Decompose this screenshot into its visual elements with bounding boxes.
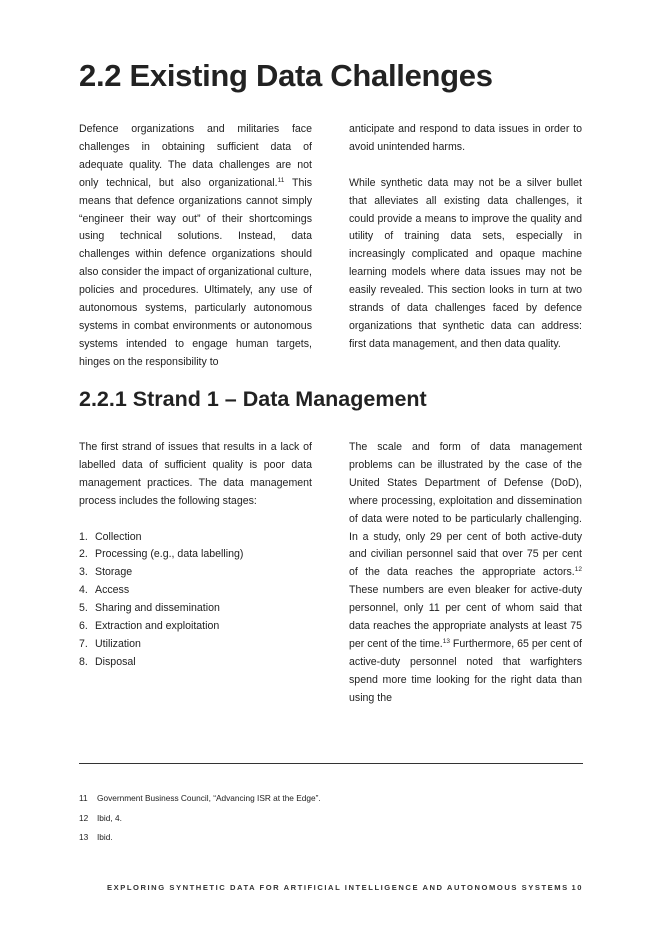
footnote-text: Ibid. [97,832,113,842]
list-item [79,618,312,636]
list-item [79,600,312,618]
list-item [79,582,312,600]
intro-paragraph-1 [79,121,312,372]
footnote-ref-12[interactable]: 12 [574,566,582,574]
running-title: EXPLORING SYNTHETIC DATA FOR ARTIFICIAL INTELLIGENCE AND AUTONOMOUS SYSTEMS [107,883,569,892]
list-item-number: 8. [79,655,88,668]
strand1-left-column [79,439,312,672]
footnote-12 [79,810,321,830]
footnote-ref-11[interactable]: 11 [277,176,285,184]
list-item-number: 1. [79,530,88,543]
strand1-text-b: These numbers are even bleaker for active-duty personnel, only 11 per cent of whom said that data reaches the appropriate analysts at least 75 per cent of the time. [349,584,582,650]
footnote-number: 12 [79,812,89,823]
list-item-number: 2. [79,548,88,561]
list-item [79,564,312,582]
strand1-paragraph-1: The first strand of issues that results in a lack of labelled data of sufficient quality is poor data management practices. The data management process includes the following stages: [79,441,312,507]
list-item-number: 5. [79,602,88,615]
footnote-number: 13 [79,832,89,842]
list-item-text: Collection [95,530,142,543]
footnote-13 [79,829,321,849]
list-item-number: 7. [79,637,88,650]
list-item [79,546,312,564]
list-item-text: Processing (e.g., data labelling) [95,548,244,561]
page-footer [107,883,583,892]
list-item-number: 3. [79,566,88,579]
footnote-number: 11 [79,793,88,803]
footnote-text: Ibid, 4. [97,812,122,823]
footnote-ref-13[interactable]: 13 [442,637,450,645]
intro-paragraph-continued: anticipate and respond to data issues in order to avoid unintended harms. [349,123,582,153]
list-item [79,529,312,547]
list-item-text: Extraction and exploitation [95,620,220,633]
subsection-title: 2.2.1 Strand 1 – Data Management [79,387,427,411]
strand1-right-column [349,439,582,708]
section-title: 2.2 Existing Data Challenges [79,58,493,93]
footnote-text: Government Business Council, “Advancing ISR at the Edge”. [97,793,321,803]
list-item-number: 6. [79,620,88,633]
list-item-text: Disposal [95,655,136,668]
intro-text-a: Defence organizations and militaries face challenges in obtaining sufficient data of adequate quality. The data challenges are not only technical, but also organizational. [79,123,312,189]
intro-right-column [349,121,582,354]
list-item [79,636,312,654]
data-management-stages-list [79,529,312,672]
list-item-number: 4. [79,584,88,597]
strand1-paragraph-2 [349,439,582,708]
strand1-text-c: Furthermore, 65 per cent of active-duty personnel noted that warfighters spend more time looking for the right data than using the [349,637,582,704]
list-item-text: Utilization [95,637,141,650]
footnotes [79,790,321,849]
list-item-text: Storage [95,566,133,579]
intro-left-column [79,121,312,372]
list-item [79,654,312,672]
intro-text-b: This means that defence organizations cannot simply “engineer their way out” of their shortcomings using technical solutions. Instead, data challenges within defence organizations should also consider the impact of organizational culture, policies and procedures. Ultimately, any use of autonomous systems, particularly autonomous systems in combat environments or autonomous systems intended to engage human targets, hinges on the responsibility to [79,176,312,368]
list-item-text: Access [95,584,130,597]
list-item-text: Sharing and dissemination [95,602,220,615]
page-number: 10 [571,883,583,892]
strand1-text-a: The scale and form of data management problems can be illustrated by the case of the United States Department of Defense (DoD), where processing, exploitation and dissemination of data were noted to be particularly challenging. In a study, only 29 per cent of both active-duty and civilian personnel said that over 75 per cent of the data reaches the appropriate actors. [349,441,582,579]
intro-paragraph-2: While synthetic data may not be a silver bullet that alleviates all existing data challenges, it could provide a means to improve the quality and utility of training data sets, especially in increasingly complicated and opaque machine learning models where data issues may not be easily revealed. This section looks in turn at two strands of data challenges faced by defence organizations that synthetic data can address: first data management, and then data quality. [349,176,582,350]
footnote-11 [79,790,321,810]
footnote-divider [79,763,583,764]
